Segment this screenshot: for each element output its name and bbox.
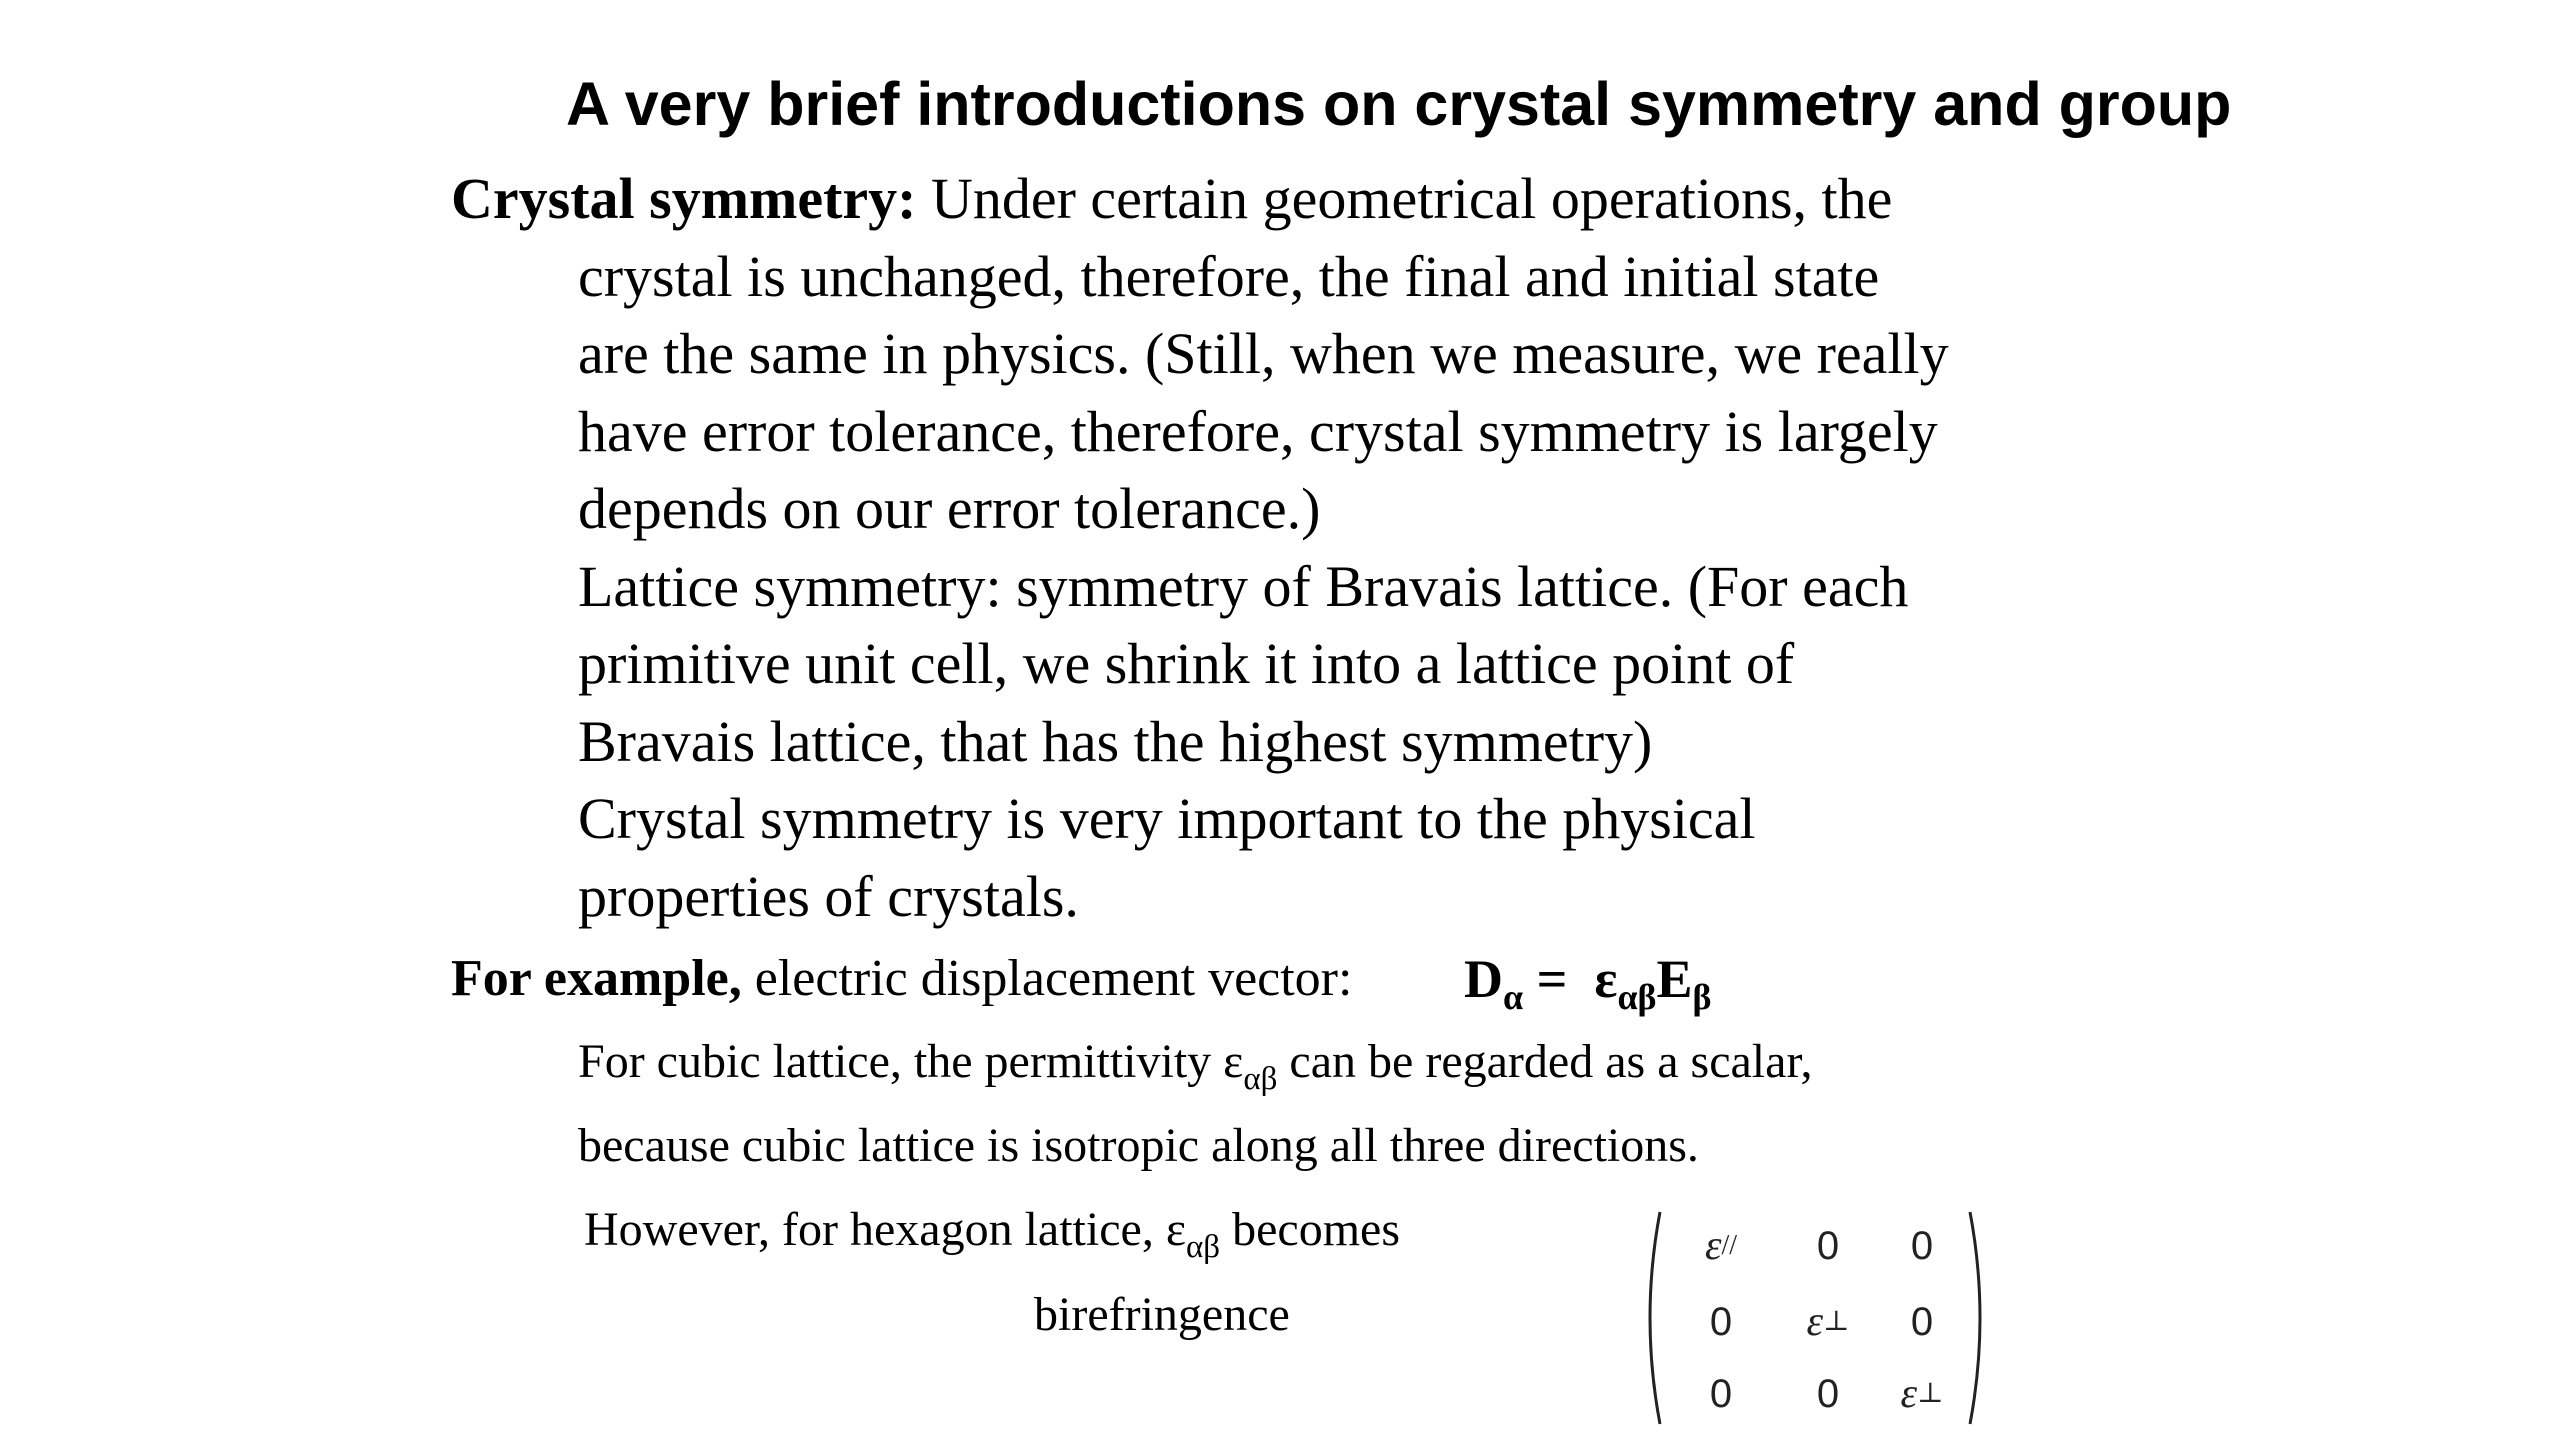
matrix-grid	[1674, 1208, 1956, 1428]
displacement-equation	[1464, 944, 1712, 1017]
hexagon-after: becomes	[1220, 1203, 1401, 1256]
equation-lhs-sub: α	[1503, 977, 1524, 1017]
page-title: A very brief introductions on crystal symmetry and group	[566, 70, 2232, 138]
lattice-symmetry-line-2: primitive unit cell, we shrink it into a lattice point of	[578, 631, 1795, 696]
matrix-cell-zero: 0	[1816, 1223, 1840, 1268]
crystal-symmetry-line-5: depends on our error tolerance.)	[578, 476, 1321, 541]
hexagon-line	[584, 1198, 1401, 1265]
cubic-line-1-before: For cubic lattice, the permittivity ε	[578, 1035, 1244, 1088]
example-line	[451, 944, 1352, 1014]
crystal-symmetry-line-1	[451, 160, 2251, 238]
importance-line-2: properties of crystals.	[578, 863, 1079, 929]
crystal-symmetry-section	[451, 160, 2251, 935]
hexagon-eps-sub: αβ	[1186, 1229, 1221, 1265]
lattice-symmetry-line-3: Bravais lattice, that has the highest symmetry)	[578, 708, 1653, 774]
crystal-symmetry-line-3: are the same in physics. (Still, when we measure, we really	[578, 321, 1949, 386]
matrix-cell-eps-perp: ε ⊥	[1806, 1299, 1850, 1345]
birefringence-label: birefringence	[1034, 1288, 1290, 1341]
equation-rhs-sub: β	[1692, 977, 1712, 1017]
matrix-cell-eps-perp: ε ⊥	[1900, 1371, 1944, 1417]
hexagon-before: However, for hexagon lattice, ε	[584, 1203, 1186, 1256]
matrix-left-paren	[1640, 1208, 1662, 1428]
crystal-symmetry-line-2: crystal is unchanged, therefore, the final and initial state	[578, 243, 1880, 309]
matrix-cell-zero: 0	[1910, 1223, 1934, 1268]
cubic-eps-sub: αβ	[1243, 1061, 1278, 1097]
crystal-symmetry-line-4: have error tolerance, therefore, crystal symmetry is largely	[578, 398, 1938, 464]
equation-equals: =	[1523, 949, 1595, 1009]
lattice-symmetry-line-1: Lattice symmetry: symmetry of Bravais lattice. (For each	[578, 553, 1909, 619]
crystal-symmetry-lead: Crystal symmetry:	[451, 166, 917, 231]
matrix-cell-zero: 0	[1709, 1299, 1733, 1344]
example-text: electric displacement vector:	[741, 950, 1353, 1007]
matrix-cell-zero: 0	[1816, 1371, 1840, 1416]
equation-lhs: D	[1464, 949, 1503, 1009]
equation-rhs: E	[1656, 949, 1693, 1009]
cubic-line-2: because cubic lattice is isotropic along all three directions.	[578, 1119, 1699, 1172]
matrix-cell-zero: 0	[1709, 1371, 1733, 1416]
matrix-cell-zero: 0	[1910, 1299, 1934, 1344]
cubic-line-1	[578, 1030, 1813, 1097]
matrix-cell-eps-parallel: ε //	[1704, 1223, 1738, 1269]
permittivity-matrix	[1640, 1208, 1990, 1428]
example-lead: For example,	[451, 950, 742, 1007]
cubic-line-1-after: can be regarded as a scalar,	[1277, 1035, 1813, 1088]
equation-eps: ε	[1594, 949, 1618, 1009]
importance-line-1: Crystal symmetry is very important to the physical	[578, 786, 1756, 851]
equation-eps-sub: αβ	[1617, 977, 1657, 1017]
crystal-symmetry-text: Under certain geometrical operations, the	[916, 166, 1893, 231]
matrix-right-paren	[1968, 1208, 1990, 1428]
